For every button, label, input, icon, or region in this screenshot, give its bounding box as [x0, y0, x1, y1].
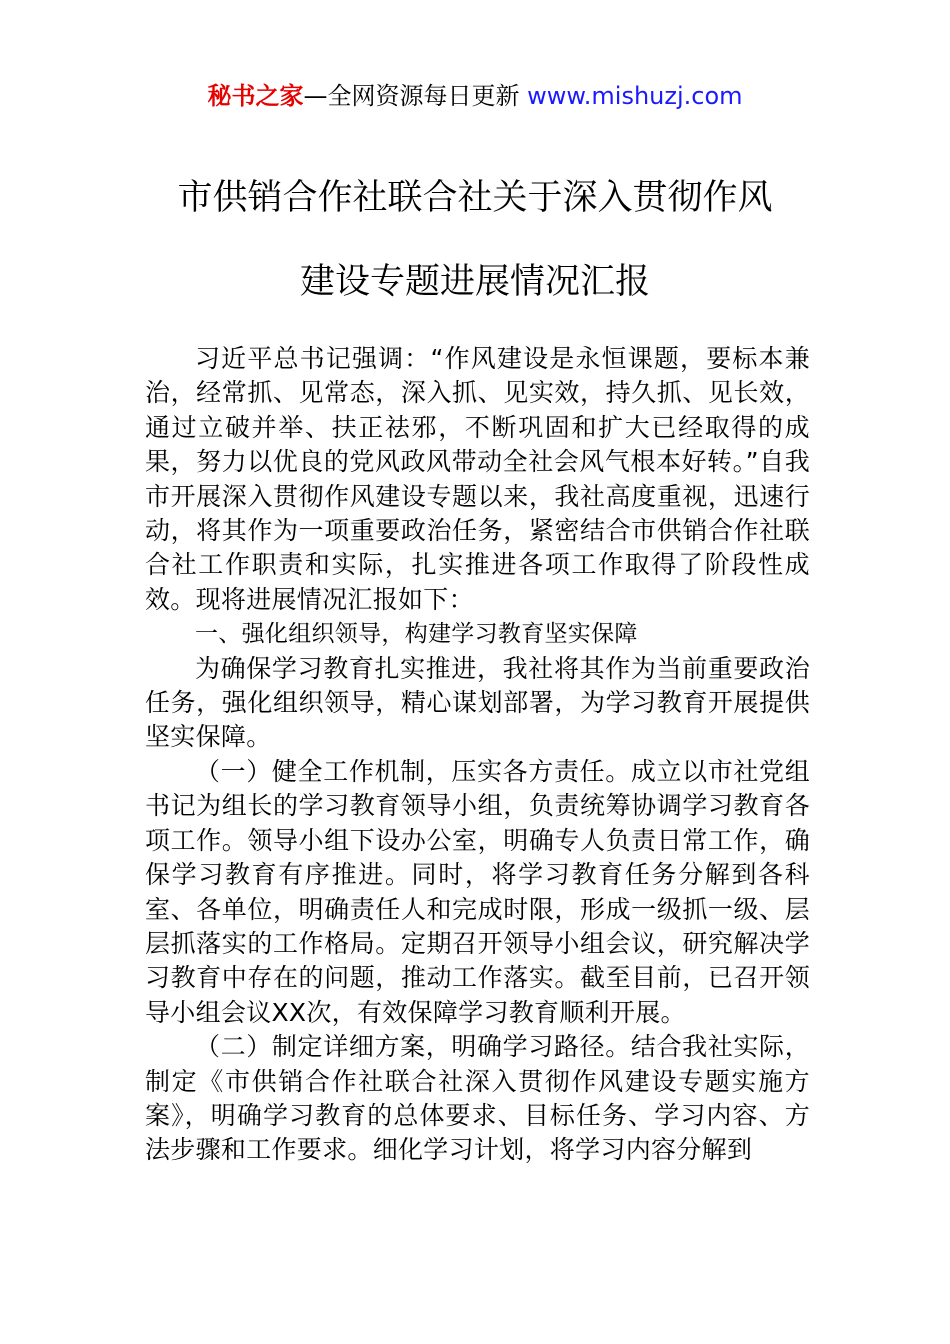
intro-paragraph: 习近平总书记强调：“作风建设是永恒课题，要标本兼治，经常抓、见常态，深入抓、见实效，持久抓、见长效，通过立破并举、扶正祛邪，不断巩固和扩大已经取得的成果，努力以优良的党风政风带动全社会风气根本好转。”自我市开展深入贯彻作风建设专题以来，我社高度重视，迅速行动，将其作为一项重要政治任务，紧密结合市供销合作社联合社工作职责和实际，扎实推进各项工作取得了阶段性成效。现将进展情况汇报如下： — [145, 344, 810, 614]
document-title — [100, 156, 850, 324]
site-tagline: —全网资源每日更新 — [303, 82, 528, 110]
site-header — [0, 80, 950, 112]
item-1-paragraph: （一）健全工作机制，压实各方责任。成立以市社党组书记为组长的学习教育领导小组，负责统筹协调学习教育各项工作。领导小组下设办公室，明确专人负责日常工作，确保学习教育有序推进。同时，将学习教育任务分解到各科室、各单位，明确责任人和完成时限，形成一级抓一级、层层抓落实的工作格局。定期召开领导小组会议，研究解决学习教育中存在的问题，推动工作落实。截至目前，已召开领导小组会议XX次，有效保障学习教育顺利开展。 — [145, 756, 810, 1027]
section-1-heading: 一、强化组织领导，构建学习教育坚实保障 — [195, 621, 638, 648]
document-body — [145, 342, 810, 1168]
section-1-paragraph: 为确保学习教育扎实推进，我社将其作为当前重要政治任务，强化组织领导，精心谋划部署，为学习教育开展提供坚实保障。 — [145, 653, 810, 752]
title-line-1: 市供销合作社联合社关于深入贯彻作风 — [177, 178, 773, 218]
site-brand: 秘书之家 — [207, 82, 304, 110]
site-url-link[interactable]: www.mishuzj.com — [527, 82, 743, 110]
title-line-2: 建设专题进展情况汇报 — [299, 262, 650, 302]
item-2-paragraph: （二）制定详细方案，明确学习路径。结合我社实际，制定《市供销合作社联合社深入贯彻作风建设专题实施方案》，明确学习教育的总体要求、目标任务、学习内容、方法步骤和工作要求。细化学习计划，将学习内容分解到 — [145, 1032, 810, 1165]
